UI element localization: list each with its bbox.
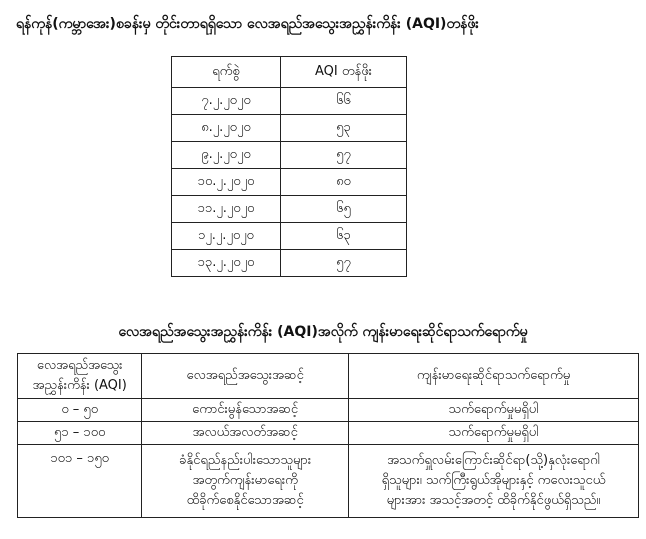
cell-impact: သက်ရောက်မှုမရှိပါ xyxy=(348,399,638,422)
table-row xyxy=(172,142,407,169)
cell-date: ၁၁.၂.၂၀၂၀ xyxy=(172,196,281,223)
cell-aqi: ၅၇ xyxy=(280,142,406,169)
level-line: ခံနိုင်ရည်နည်းပါးသောသူများ xyxy=(179,453,312,468)
cell-level: အလယ်အလတ်အဆင့် xyxy=(142,422,349,445)
cell-aqi: ၈၀ xyxy=(280,169,406,196)
table-row xyxy=(172,196,407,223)
column-header-aqi-range xyxy=(18,354,142,399)
cell-date: ၉.၂.၂၀၂၀ xyxy=(172,142,281,169)
table-row xyxy=(172,223,407,250)
cell-aqi: ၆၃ xyxy=(280,223,406,250)
cell-impact xyxy=(348,445,638,518)
column-header-health-impact: ကျန်းမာရေးဆိုင်ရာသက်ရောက်မှု xyxy=(348,354,638,399)
table-row xyxy=(172,169,407,196)
table-header-row xyxy=(18,354,639,399)
cell-aqi: ၅၇ xyxy=(280,250,406,277)
column-header-aqi: AQI တန်ဖိုး xyxy=(280,57,406,88)
impact-line: များအား အသင့်အတင့် ထိခိုက်နိုင်ဖွယ်ရှိသည်။ xyxy=(386,493,601,508)
health-impact-table xyxy=(17,353,639,518)
aqi-values-table xyxy=(171,56,407,277)
column-header-date: ရက်စွဲ xyxy=(172,57,281,88)
cell-aqi: ၆၅ xyxy=(280,196,406,223)
cell-level xyxy=(142,445,349,518)
cell-date: ၁၂.၂.၂၀၂၀ xyxy=(172,223,281,250)
table-row xyxy=(172,250,407,277)
impact-line: အသက်ရှူလမ်းကြောင်းဆိုင်ရာ(သို့)နှလုံးရောဂါ xyxy=(387,453,600,468)
cell-range: ၅၁ – ၁၀၀ xyxy=(18,422,142,445)
cell-level: ကောင်းမွန်သောအဆင့် xyxy=(142,399,349,422)
cell-date: ၇.၂.၂၀၂၀ xyxy=(172,88,281,115)
table-row xyxy=(172,115,407,142)
cell-date: ၁၀.၂.၂၀၂၀ xyxy=(172,169,281,196)
cell-range: ၁၀၁ – ၁၅၀ xyxy=(18,445,142,518)
cell-aqi: ၆၆ xyxy=(280,88,406,115)
cell-date: ၁၃.၂.၂၀၂၀ xyxy=(172,250,281,277)
table-header-row xyxy=(172,57,407,88)
table-row xyxy=(18,422,639,445)
level-line: ထိခိုက်စေနိုင်သောအဆင့် xyxy=(186,493,304,508)
column-header-quality-level: လေအရည်အသွေးအဆင့် xyxy=(142,354,349,399)
header-line: လေအရည်အသွေး xyxy=(36,358,123,373)
section-title: လေအရည်အသွေးအညွှန်းကိန်း (AQI)အလိုက် ကျန်းမာရေးဆိုင်ရာသက်ရောက်မှု xyxy=(118,324,528,340)
page-title: ရန်ကုန်(ကမ္ဘာအေး)စခန်းမှ တိုင်းတာရရှိသော လေအရည်အသွေးအညွှန်းကိန်း (AQI)တန်ဖိုး xyxy=(16,16,479,32)
table-row xyxy=(18,399,639,422)
cell-range: ၀ – ၅၀ xyxy=(18,399,142,422)
impact-line: ရှိသူများ၊ သက်ကြီးရွယ်အိုများနှင့် ကလေးသူငယ် xyxy=(381,473,606,488)
header-line: အညွှန်းကိန်း (AQI) xyxy=(32,378,127,393)
cell-date: ၈.၂.၂၀၂၀ xyxy=(172,115,281,142)
cell-aqi: ၅၃ xyxy=(280,115,406,142)
table-row xyxy=(18,445,639,518)
cell-impact: သက်ရောက်မှုမရှိပါ xyxy=(348,422,638,445)
table-row xyxy=(172,88,407,115)
level-line: အတွက်ကျန်းမာရေးကို xyxy=(192,473,298,488)
